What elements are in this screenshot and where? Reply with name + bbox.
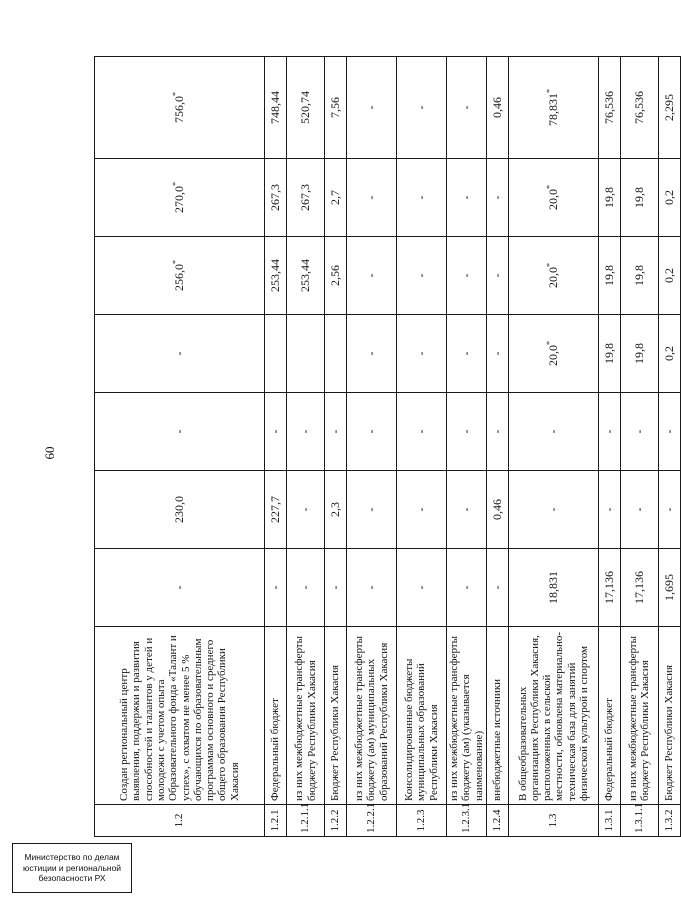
value-cell <box>325 57 347 159</box>
value-cell <box>598 393 620 471</box>
value-cell <box>508 237 598 315</box>
value-cell <box>347 315 397 393</box>
value-text: 19,8 <box>601 187 616 208</box>
value-cell <box>658 549 680 627</box>
value-text: 18,831 <box>545 571 560 604</box>
value-cell <box>287 471 325 549</box>
value-text: - <box>489 429 504 434</box>
value-cell <box>95 237 265 315</box>
table-row <box>447 57 487 837</box>
row-name: Бюджет Республики Хакасия <box>658 627 680 805</box>
value-cell <box>397 57 447 159</box>
value-text: - <box>413 585 428 590</box>
table-row <box>620 57 658 837</box>
value-text: - <box>458 273 473 278</box>
footnote-marker: * <box>171 182 181 186</box>
value-cell <box>325 159 347 237</box>
value-cell <box>447 393 487 471</box>
row-code: 1.2.4 <box>486 805 508 837</box>
table-row <box>287 57 325 837</box>
value-text: 0,2 <box>661 346 676 361</box>
row-name: Федеральный бюджет <box>598 627 620 805</box>
value-cell <box>598 159 620 237</box>
row-name: из них межбюджетные трансферты бюджету Республики Хакасия <box>287 627 325 805</box>
value-cell <box>486 159 508 237</box>
value-text: - <box>297 429 312 434</box>
value-text: - <box>267 429 282 434</box>
value-text: 748,44 <box>267 91 282 124</box>
value-cell <box>265 393 287 471</box>
value-text: - <box>171 585 186 590</box>
value-cell <box>447 471 487 549</box>
row-code: 1.2.2.1 <box>347 805 397 837</box>
value-cell <box>265 315 287 393</box>
stamp-line-2: юстиции и региональной <box>22 862 122 873</box>
value-cell <box>287 159 325 237</box>
footnote-marker: * <box>545 341 555 345</box>
table-row <box>265 57 287 837</box>
value-cell <box>265 549 287 627</box>
row-code: 1.2 <box>95 805 265 837</box>
row-name: Создан региональный центр выявления, поддержки и развития способностей и талантов у детей и молодежи с учетом опыта Образовательного фонда «Талант и успех», с охватом не менее 5 % обучающихся по образовательным программам основного и среднего общего образования Республики Хакасия <box>95 627 265 805</box>
value-cell <box>95 471 265 549</box>
value-text: 256,0 <box>172 264 187 291</box>
budget-table-container <box>94 57 676 837</box>
value-cell <box>598 471 620 549</box>
value-text: 270,0 <box>172 186 187 213</box>
value-text: - <box>489 273 504 278</box>
row-name: внебюджетные источники <box>486 627 508 805</box>
value-cell <box>620 315 658 393</box>
value-text: 20,0 <box>546 345 561 366</box>
value-text: 0,46 <box>489 499 504 520</box>
value-text: 2,3 <box>327 502 342 517</box>
value-cell <box>486 315 508 393</box>
row-code: 1.2.2 <box>325 805 347 837</box>
footnote-marker: * <box>545 89 555 93</box>
value-text: - <box>631 507 646 512</box>
value-text: 19,8 <box>631 187 646 208</box>
row-name: Консолидированные бюджеты муниципальных образований Республики Хакасия <box>397 627 447 805</box>
value-cell <box>325 237 347 315</box>
value-cell <box>658 159 680 237</box>
value-text: 17,136 <box>631 571 646 604</box>
value-text: 0,2 <box>661 268 676 283</box>
row-name: из них межбюджетные трансферты бюджету (ам) (указывается наименование) <box>447 627 487 805</box>
value-text: - <box>363 273 378 278</box>
row-name: В общеобразовательных организациях Республики Хакасия, расположенных в сельской местности, обновлена материально-техническая база для занятий физической культурой и спортом <box>508 627 598 805</box>
value-text: - <box>489 585 504 590</box>
value-cell <box>486 393 508 471</box>
value-text: - <box>327 585 342 590</box>
value-text: - <box>363 585 378 590</box>
value-cell <box>620 549 658 627</box>
value-cell <box>325 549 347 627</box>
value-text: 20,0 <box>546 267 561 288</box>
value-cell <box>598 237 620 315</box>
footnote-marker: * <box>171 92 181 96</box>
value-text: 76,536 <box>631 91 646 124</box>
value-cell <box>265 159 287 237</box>
value-text: - <box>413 105 428 110</box>
value-cell <box>95 549 265 627</box>
value-text: - <box>363 429 378 434</box>
footnote-marker: * <box>545 185 555 189</box>
value-text: - <box>458 351 473 356</box>
value-text: 2,56 <box>327 265 342 286</box>
value-cell <box>508 57 598 159</box>
value-text: 76,536 <box>601 91 616 124</box>
value-cell <box>486 549 508 627</box>
value-text: 267,3 <box>267 184 282 211</box>
value-text: - <box>661 429 676 434</box>
value-text: - <box>458 429 473 434</box>
table-row <box>486 57 508 837</box>
value-cell <box>95 159 265 237</box>
value-cell <box>347 57 397 159</box>
table-row <box>658 57 680 837</box>
value-text: - <box>363 351 378 356</box>
footnote-marker: * <box>171 260 181 264</box>
value-text: 17,136 <box>601 571 616 604</box>
row-name: из них межбюджетные трансферты бюджету (ам) муниципальных образований Республики Хакасия <box>347 627 397 805</box>
row-name: Бюджет Республики Хакасия <box>325 627 347 805</box>
value-cell <box>287 315 325 393</box>
value-text: 230,0 <box>171 496 186 523</box>
value-cell <box>95 57 265 159</box>
value-text: - <box>545 507 560 512</box>
value-cell <box>397 471 447 549</box>
value-cell <box>620 159 658 237</box>
value-cell <box>508 159 598 237</box>
value-text: - <box>297 507 312 512</box>
value-text: - <box>363 195 378 200</box>
row-code: 1.3.2 <box>658 805 680 837</box>
value-text: - <box>363 507 378 512</box>
stamp-line-3: безопасности РХ <box>38 873 106 884</box>
value-text: 78,831 <box>546 93 561 126</box>
value-cell <box>620 393 658 471</box>
value-text: 19,8 <box>631 343 646 364</box>
value-cell <box>447 159 487 237</box>
value-cell <box>598 57 620 159</box>
value-cell <box>95 315 265 393</box>
row-code: 1.2.3.1 <box>447 805 487 837</box>
value-cell <box>347 393 397 471</box>
row-code: 1.2.1.1 <box>287 805 325 837</box>
value-cell <box>347 549 397 627</box>
value-cell <box>347 237 397 315</box>
page-number: 60 <box>42 446 57 460</box>
value-cell <box>265 57 287 159</box>
value-text: - <box>413 429 428 434</box>
value-text: - <box>413 273 428 278</box>
value-text: - <box>171 429 186 434</box>
value-cell <box>598 549 620 627</box>
value-cell <box>508 315 598 393</box>
value-text: - <box>458 507 473 512</box>
value-text: 0,2 <box>661 190 676 205</box>
value-cell <box>397 159 447 237</box>
value-text: - <box>267 585 282 590</box>
value-cell <box>397 549 447 627</box>
table-row <box>347 57 397 837</box>
value-text: 253,44 <box>267 259 282 292</box>
value-text: - <box>413 507 428 512</box>
row-name: из них межбюджетные трансферты бюджету Республики Хакасия <box>620 627 658 805</box>
row-code: 1.3.1.1 <box>620 805 658 837</box>
value-text: - <box>171 351 186 356</box>
value-cell <box>447 315 487 393</box>
value-text: - <box>545 429 560 434</box>
value-cell <box>508 393 598 471</box>
value-cell <box>287 393 325 471</box>
value-cell <box>620 237 658 315</box>
value-text: - <box>661 507 676 512</box>
value-cell <box>658 237 680 315</box>
value-cell <box>486 57 508 159</box>
value-cell <box>325 393 347 471</box>
value-text: 19,8 <box>631 265 646 286</box>
footnote-marker: * <box>545 263 555 267</box>
value-cell <box>447 237 487 315</box>
budget-table <box>94 56 681 837</box>
value-cell <box>265 237 287 315</box>
value-cell <box>658 57 680 159</box>
value-text: - <box>631 429 646 434</box>
value-text: 19,8 <box>601 343 616 364</box>
value-cell <box>658 393 680 471</box>
value-text: 520,74 <box>297 91 312 124</box>
value-cell <box>620 57 658 159</box>
table-row <box>325 57 347 837</box>
value-cell <box>486 471 508 549</box>
table-row <box>397 57 447 837</box>
value-cell <box>397 393 447 471</box>
value-text: 1,695 <box>661 574 676 601</box>
value-cell <box>287 549 325 627</box>
value-text: 19,8 <box>601 265 616 286</box>
value-cell <box>347 159 397 237</box>
value-text: 2,7 <box>327 190 342 205</box>
row-code: 1.2.3 <box>397 805 447 837</box>
value-text: - <box>458 585 473 590</box>
value-cell <box>325 315 347 393</box>
value-cell <box>658 471 680 549</box>
value-text: - <box>327 429 342 434</box>
row-code: 1.3 <box>508 805 598 837</box>
value-cell <box>447 549 487 627</box>
value-text: 227,7 <box>267 496 282 523</box>
value-cell <box>347 471 397 549</box>
value-text: 20,0 <box>546 189 561 210</box>
value-text: - <box>601 507 616 512</box>
value-text: 7,56 <box>327 97 342 118</box>
table-row <box>598 57 620 837</box>
value-text: 267,3 <box>297 184 312 211</box>
value-cell <box>486 237 508 315</box>
value-cell <box>620 471 658 549</box>
value-text: 2,295 <box>661 94 676 121</box>
value-cell <box>447 57 487 159</box>
value-cell <box>397 237 447 315</box>
value-text: - <box>489 195 504 200</box>
value-text: - <box>363 105 378 110</box>
table-row <box>508 57 598 837</box>
value-text: 253,44 <box>297 259 312 292</box>
value-text: 756,0 <box>172 96 187 123</box>
value-text: - <box>458 105 473 110</box>
value-cell <box>265 471 287 549</box>
value-cell <box>287 237 325 315</box>
row-code: 1.3.1 <box>598 805 620 837</box>
value-cell <box>287 57 325 159</box>
value-text: - <box>458 195 473 200</box>
value-cell <box>95 393 265 471</box>
table-row <box>95 57 265 837</box>
value-cell <box>508 471 598 549</box>
value-text: - <box>601 429 616 434</box>
value-cell <box>598 315 620 393</box>
row-code: 1.2.1 <box>265 805 287 837</box>
value-cell <box>397 315 447 393</box>
row-name: Федеральный бюджет <box>265 627 287 805</box>
value-text: - <box>413 195 428 200</box>
stamp-line-1: Министерство по делам <box>24 852 120 863</box>
value-cell <box>325 471 347 549</box>
value-text: - <box>413 351 428 356</box>
value-cell <box>508 549 598 627</box>
value-text: 0,46 <box>489 97 504 118</box>
registration-stamp <box>12 843 132 893</box>
value-cell <box>658 315 680 393</box>
value-text: - <box>297 585 312 590</box>
value-text: - <box>489 351 504 356</box>
